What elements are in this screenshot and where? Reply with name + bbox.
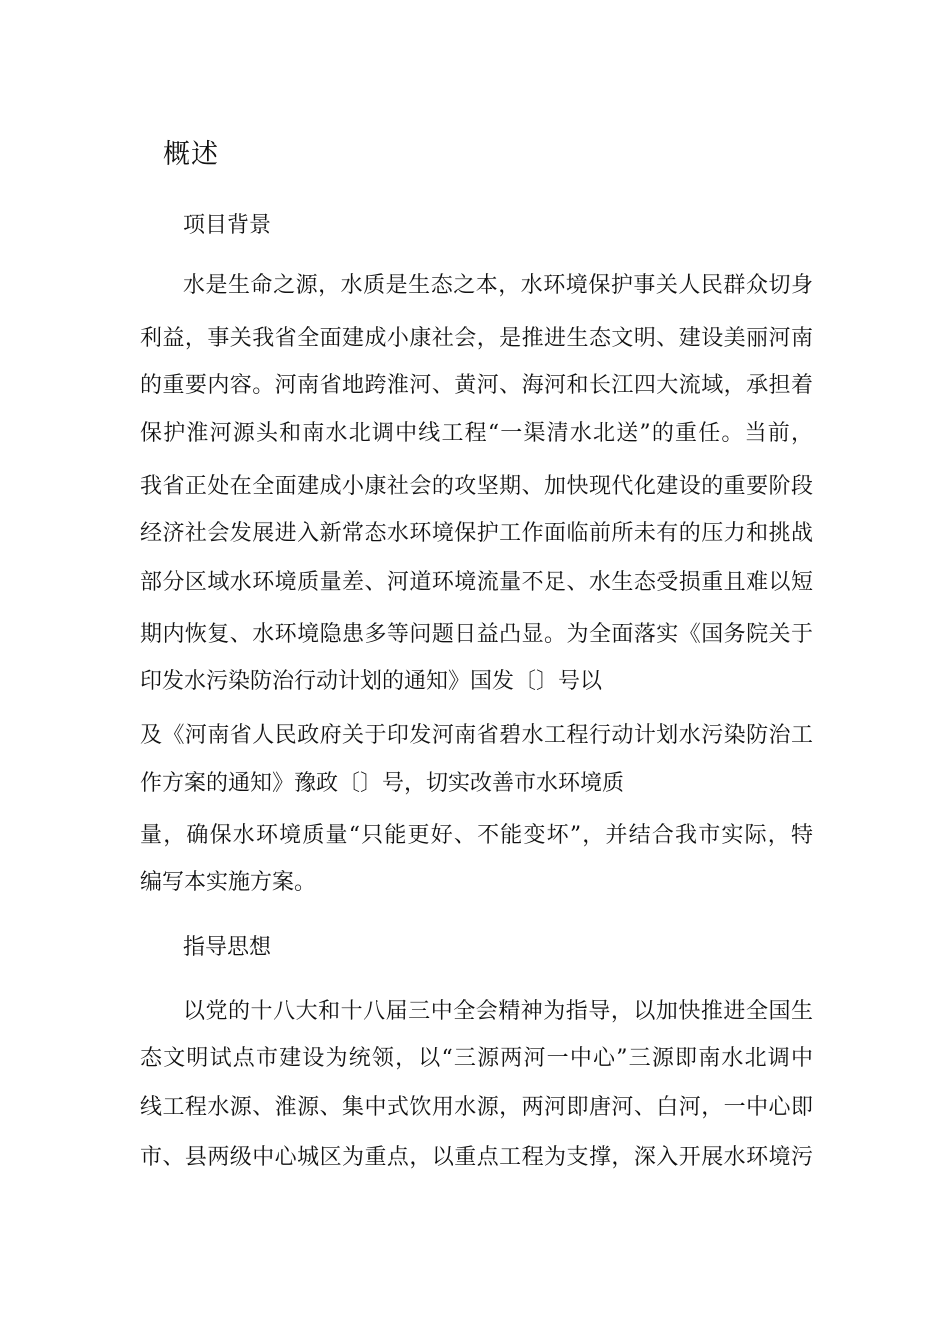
section-heading-guiding-ideology: 指导思想 — [183, 935, 272, 960]
document-title: 概述 — [163, 139, 219, 170]
paragraph-line: 保护淮河源头和南水北调中线工程“一渠清水北送”的重任。当前， — [140, 421, 813, 446]
paragraph-line: 作方案的通知》豫政〔〕号，切实改善市水环境质 — [140, 771, 625, 796]
paragraph-line: 我省正处在全面建成小康社会的攻坚期、加快现代化建设的重要阶段 — [140, 474, 813, 499]
paragraph-line: 部分区域水环境质量差、河道环境流量不足、水生态受损重且难以短 — [140, 570, 813, 595]
paragraph-line: 线工程水源、淮源、集中式饮用水源，两河即唐河、白河，一中心即 — [140, 1095, 813, 1120]
paragraph-line: 市、县两级中心城区为重点，以重点工程为支撑，深入开展水环境污 — [140, 1145, 813, 1170]
paragraph-line: 水是生命之源，水质是生态之本，水环境保护事关人民群众切身 — [183, 273, 813, 298]
paragraph-line: 以党的十八大和十八届三中全会精神为指导，以加快推进全国生 — [183, 999, 813, 1024]
paragraph-line: 印发水污染防治行动计划的通知》国发〔〕号以 — [140, 669, 603, 694]
paragraph-line: 期内恢复、水环境隐患多等问题日益凸显。为全面落实《国务院关于 — [140, 622, 813, 647]
paragraph-line: 态文明试点市建设为统领，以“三源两河一中心”三源即南水北调中 — [140, 1046, 813, 1071]
paragraph-line: 量，确保水环境质量“只能更好、不能变坏”，并结合我市实际，特 — [140, 823, 813, 848]
section-heading-background: 项目背景 — [183, 213, 272, 238]
paragraph-line: 的重要内容。河南省地跨淮河、黄河、海河和长江四大流域，承担着 — [140, 373, 813, 398]
paragraph-line: 编写本实施方案。 — [140, 870, 317, 895]
paragraph-line: 经济社会发展进入新常态水环境保护工作面临前所未有的压力和挑战 — [140, 521, 813, 546]
paragraph-line: 及《河南省人民政府关于印发河南省碧水工程行动计划水污染防治工 — [140, 723, 813, 748]
paragraph-line: 利益，事关我省全面建成小康社会，是推进生态文明、建设美丽河南 — [140, 326, 813, 351]
